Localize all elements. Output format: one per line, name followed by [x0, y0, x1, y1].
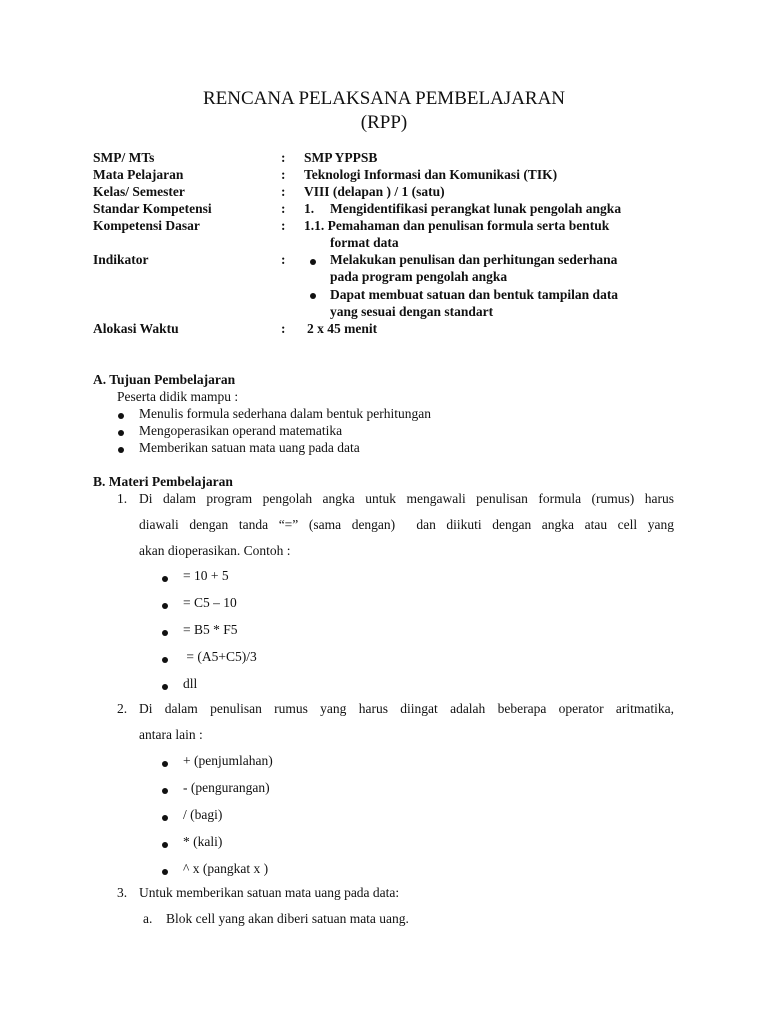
bullet-icon [162, 684, 168, 690]
indikator-item: Melakukan penulisan dan perhitungan sederhana [330, 252, 618, 267]
identity-label: Indikator [93, 252, 149, 267]
bullet-icon [162, 576, 168, 582]
document-title: RENCANA PELAKSANA PEMBELAJARAN [202, 88, 566, 109]
identity-colon: : [281, 321, 286, 336]
identity-colon: : [281, 252, 286, 267]
example-formula: = B5 * F5 [183, 622, 238, 637]
list-item: Memberikan satuan mata uang pada data [139, 440, 360, 455]
identity-value: VIII (delapan ) / 1 (satu) [304, 184, 445, 199]
bullet-icon [118, 430, 124, 436]
identity-label: SMP/ MTs [93, 150, 155, 165]
list-number: 2. [117, 701, 128, 716]
identity-number: 1. [304, 201, 315, 216]
example-formula: = 10 + 5 [183, 568, 229, 583]
identity-value: 2 x 45 menit [307, 321, 378, 336]
operator-item: - (pengurangan) [183, 780, 270, 795]
section-heading: B. Materi Pembelajaran [93, 474, 233, 489]
indikator-item-continued: pada program pengolah angka [330, 269, 508, 284]
sub-list-letter: a. [143, 911, 153, 926]
bullet-icon [162, 815, 168, 821]
bullet-icon [310, 259, 316, 265]
identity-value: Teknologi Informasi dan Komunikasi (TIK) [304, 167, 558, 182]
example-formula: = (A5+C5)/3 [183, 649, 257, 664]
operator-item: + (penjumlahan) [183, 753, 273, 768]
indikator-item-continued: yang sesuai dengan standart [330, 304, 494, 319]
identity-value: Mengidentifikasi perangkat lunak pengolah angka [330, 201, 622, 216]
indikator-item: Dapat membuat satuan dan bentuk tampilan data [330, 287, 619, 302]
identity-label: Standar Kompetensi [93, 201, 212, 216]
bullet-icon [162, 761, 168, 767]
paragraph-line: Untuk memberikan satuan mata uang pada data: [139, 885, 400, 900]
section-intro: Peserta didik mampu : [117, 389, 239, 404]
list-number: 1. [117, 491, 128, 506]
identity-label: Mata Pelajaran [93, 167, 184, 182]
paragraph-line: Di dalam program pengolah angka untuk mengawali penulisan formula (rumus) harus [139, 491, 674, 506]
operator-item: / (bagi) [183, 807, 223, 822]
identity-colon: : [281, 167, 286, 182]
bullet-icon [118, 447, 124, 453]
identity-colon: : [281, 218, 286, 233]
bullet-icon [162, 869, 168, 875]
paragraph-line: diawali dengan tanda “=” (sama dengan) dan diikuti dengan angka atau cell yang [139, 517, 674, 532]
operator-item: ^ x (pangkat x ) [183, 861, 269, 876]
list-number: 3. [117, 885, 128, 900]
section-heading: A. Tujuan Pembelajaran [93, 372, 236, 387]
bullet-icon [162, 657, 168, 663]
list-item: Menulis formula sederhana dalam bentuk perhitungan [139, 406, 432, 421]
identity-colon: : [281, 201, 286, 216]
identity-colon: : [281, 150, 286, 165]
identity-label: Kompetensi Dasar [93, 218, 200, 233]
operator-item: * (kali) [183, 834, 223, 849]
document-subtitle: (RPP) [360, 112, 408, 133]
paragraph-line: akan dioperasikan. Contoh : [139, 543, 291, 558]
example-formula: = C5 – 10 [183, 595, 237, 610]
list-item: Mengoperasikan operand matematika [139, 423, 343, 438]
paragraph-line: antara lain : [139, 727, 203, 742]
identity-label: Alokasi Waktu [93, 321, 179, 336]
bullet-icon [162, 842, 168, 848]
bullet-icon [118, 413, 124, 419]
bullet-icon [162, 788, 168, 794]
identity-label: Kelas/ Semester [93, 184, 185, 199]
bullet-icon [162, 603, 168, 609]
example-formula: dll [183, 676, 198, 691]
sub-list-item: Blok cell yang akan diberi satuan mata uang. [166, 911, 409, 926]
identity-colon: : [281, 184, 286, 199]
bullet-icon [310, 293, 316, 299]
identity-value: SMP YPPSB [304, 150, 378, 165]
bullet-icon [162, 630, 168, 636]
paragraph-line: Di dalam penulisan rumus yang harus diingat adalah beberapa operator aritmatika, [139, 701, 674, 716]
identity-value: 1.1. Pemahaman dan penulisan formula serta bentuk [304, 218, 610, 233]
identity-value-continued: format data [330, 235, 399, 250]
